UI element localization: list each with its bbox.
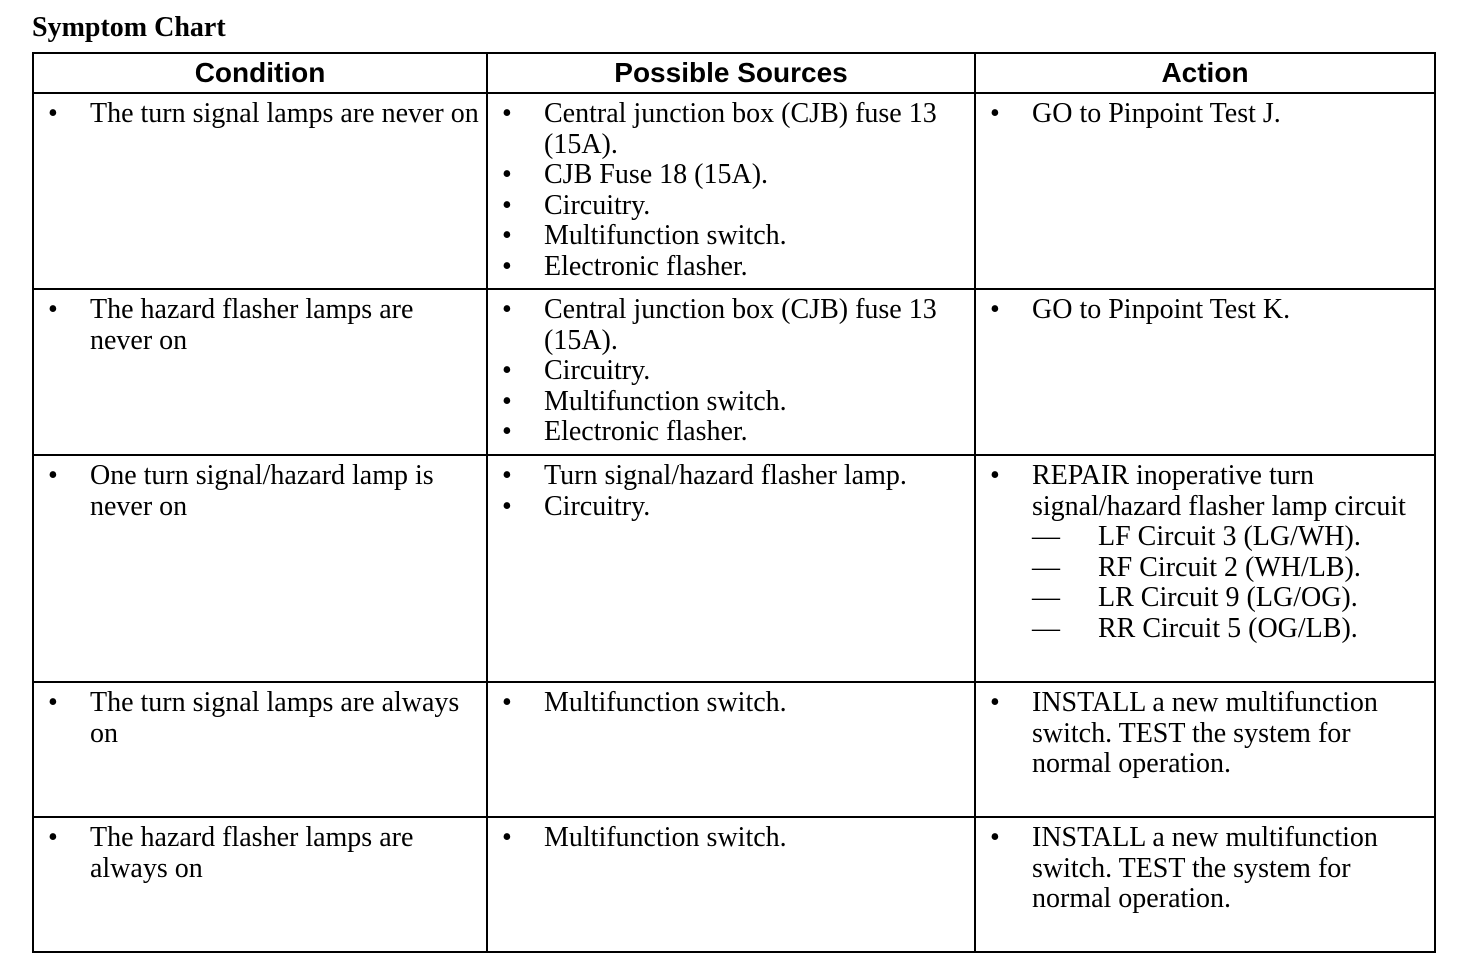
action-cell <box>975 682 1435 817</box>
action-item: • INSTALL a new multifunction switch. TEST the system for normal operation. <box>976 823 1434 915</box>
action-cell <box>975 93 1435 289</box>
page-title: Symptom Chart <box>32 12 226 43</box>
sources-cell <box>487 455 975 682</box>
sources-cell <box>487 817 975 952</box>
source-item: • Electronic flasher. <box>488 252 974 283</box>
source-item: • Multifunction switch. <box>488 387 974 418</box>
source-item: • Turn signal/hazard flasher lamp. <box>488 461 974 492</box>
source-item: • Circuitry. <box>488 356 974 387</box>
sources-cell <box>487 682 975 817</box>
source-item: • Circuitry. <box>488 492 974 523</box>
header-condition: Condition <box>33 53 487 93</box>
circuit-item: — LR Circuit 9 (LG/OG). <box>1032 583 1428 614</box>
circuit-list <box>1032 522 1428 644</box>
source-item: • Electronic flasher. <box>488 417 974 448</box>
action-text: REPAIR inoperative turn signal/hazard flasher lamp circuit <box>1032 460 1406 522</box>
action-cell <box>975 817 1435 952</box>
table-row <box>33 289 1435 455</box>
condition-item: • The hazard flasher lamps are never on <box>34 295 486 356</box>
circuit-item: — LF Circuit 3 (LG/WH). <box>1032 522 1428 553</box>
header-possible-sources: Possible Sources <box>487 53 975 93</box>
symptom-chart-table <box>32 52 1436 953</box>
condition-cell <box>33 817 487 952</box>
source-item: • Multifunction switch. <box>488 688 974 719</box>
circuit-item: — RF Circuit 2 (WH/LB). <box>1032 553 1428 584</box>
table-row <box>33 682 1435 817</box>
header-action: Action <box>975 53 1435 93</box>
condition-item: • One turn signal/hazard lamp is never on <box>34 461 486 522</box>
sources-cell <box>487 93 975 289</box>
circuit-item: — RR Circuit 5 (OG/LB). <box>1032 614 1428 645</box>
source-item: • Central junction box (CJB) fuse 13 (15A). <box>488 295 974 356</box>
source-item: • Central junction box (CJB) fuse 13 (15A). <box>488 99 974 160</box>
action-item: • INSTALL a new multifunction switch. TEST the system for normal operation. <box>976 688 1434 780</box>
action-cell <box>975 289 1435 455</box>
condition-item: • The hazard flasher lamps are always on <box>34 823 486 884</box>
condition-cell <box>33 93 487 289</box>
table-row <box>33 817 1435 952</box>
action-cell <box>975 455 1435 682</box>
condition-cell <box>33 289 487 455</box>
table-header-row <box>33 53 1435 93</box>
sources-cell <box>487 289 975 455</box>
condition-cell <box>33 682 487 817</box>
table-row <box>33 93 1435 289</box>
source-item: • CJB Fuse 18 (15A). <box>488 160 974 191</box>
action-item: • GO to Pinpoint Test K. <box>976 295 1434 326</box>
table-row <box>33 455 1435 682</box>
condition-item: • The turn signal lamps are never on <box>34 99 486 130</box>
action-item <box>976 461 1434 644</box>
source-item: • Multifunction switch. <box>488 823 974 854</box>
source-item: • Multifunction switch. <box>488 221 974 252</box>
condition-cell <box>33 455 487 682</box>
condition-item: • The turn signal lamps are always on <box>34 688 486 749</box>
action-item: • GO to Pinpoint Test J. <box>976 99 1434 130</box>
source-item: • Circuitry. <box>488 191 974 222</box>
